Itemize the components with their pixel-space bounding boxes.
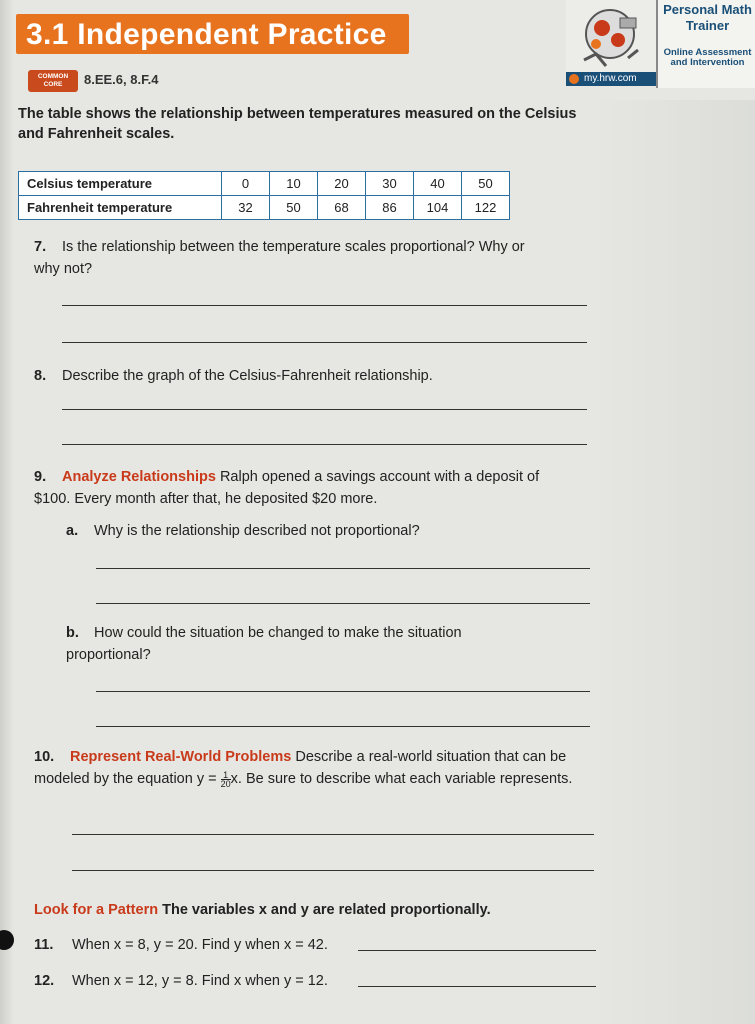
answer-line[interactable]	[72, 834, 594, 835]
question-number: 7.	[34, 239, 47, 255]
question-7	[34, 236, 534, 280]
pmt-title: Personal Math Trainer	[663, 2, 752, 33]
pmt-subtitle: Online Assessment and Intervention	[663, 47, 752, 68]
question-number: b.	[66, 625, 79, 641]
row-header: Fahrenheit temperature	[19, 196, 222, 220]
table-cell: 10	[270, 172, 318, 196]
page-title: 3.1 Independent Practice	[26, 18, 387, 51]
question-label: Represent Real-World Problems	[70, 749, 292, 765]
table-cell: 40	[414, 172, 462, 196]
question-10	[34, 746, 579, 790]
question-text: Is the relationship between the temperature scales proportional? Why or why not?	[34, 239, 525, 277]
fraction-denominator: 20	[220, 778, 231, 789]
fraction-numerator: 1	[221, 771, 231, 780]
hrw-logo-icon	[569, 74, 579, 84]
question-text: Describe the graph of the Celsius-Fahrenheit relationship.	[62, 368, 433, 384]
question-number: 11.	[34, 937, 54, 953]
answer-line[interactable]	[358, 986, 596, 987]
answer-line[interactable]	[62, 409, 587, 410]
pattern-heading	[34, 902, 491, 918]
table-cell: 104	[414, 196, 462, 220]
intro-text: The table shows the relationship between temperatures measured on the Celsius and Fahrenheit scales.	[18, 106, 577, 142]
table-cell: 0	[222, 172, 270, 196]
table-cell: 50	[462, 172, 510, 196]
answer-line[interactable]	[62, 444, 587, 445]
standards-label: 8.EE.6, 8.F.4	[84, 72, 159, 87]
answer-line[interactable]	[96, 691, 590, 692]
table-cell: 122	[462, 196, 510, 220]
table-cell: 32	[222, 196, 270, 220]
question-number: a.	[66, 523, 79, 539]
table-row	[19, 196, 510, 220]
section-title-bar	[16, 14, 409, 54]
question-number: 12.	[34, 973, 55, 989]
page-edge	[0, 0, 14, 1024]
question-number: 10.	[34, 749, 55, 765]
table-cell: 86	[366, 196, 414, 220]
personal-math-trainer-box	[656, 0, 755, 88]
website-url: my.hrw.com	[584, 73, 637, 84]
question-text: Ralph opened a savings account with a deposit of $100. Every month after that, he deposited $20 more.	[34, 469, 540, 507]
table-row	[19, 172, 510, 196]
answer-line[interactable]	[62, 305, 587, 306]
question-number: 9.	[34, 469, 47, 485]
question-11	[34, 934, 364, 956]
question-text: When x = 12, y = 8. Find x when y = 12.	[72, 973, 328, 989]
table-cell: 68	[318, 196, 366, 220]
row-header: Celsius temperature	[19, 172, 222, 196]
common-core-badge: COMMON CORE	[28, 70, 78, 92]
pattern-label: Look for a Pattern	[34, 902, 159, 918]
question-text: How could the situation be changed to make the situation proportional?	[66, 625, 462, 663]
fraction	[221, 771, 231, 788]
pattern-text: The variables x and y are related proportionally.	[162, 902, 491, 918]
temperature-table	[18, 171, 510, 220]
answer-line[interactable]	[96, 568, 590, 569]
question-text: Why is the relationship described not proportional?	[94, 523, 420, 539]
answer-line[interactable]	[358, 950, 596, 951]
question-text: Describe a real-world situation that can be modeled by the equation y =	[34, 749, 567, 787]
table-cell: 20	[318, 172, 366, 196]
answer-line[interactable]	[96, 603, 590, 604]
answer-line[interactable]	[96, 726, 590, 727]
website-link[interactable]	[566, 72, 656, 86]
question-9a	[66, 520, 546, 542]
answer-line[interactable]	[62, 342, 587, 343]
table-cell: 50	[270, 196, 318, 220]
question-number: 8.	[34, 368, 47, 384]
question-12	[34, 970, 364, 992]
question-text: When x = 8, y = 20. Find y when x = 42.	[72, 937, 328, 953]
math-trainer-mascot-icon	[566, 0, 656, 74]
page-shade	[590, 100, 755, 1024]
question-9b	[66, 622, 536, 666]
table-cell: 30	[366, 172, 414, 196]
answer-line[interactable]	[72, 870, 594, 871]
question-8	[34, 365, 554, 387]
question-label: Analyze Relationships	[62, 469, 216, 485]
question-text-continued: x. Be sure to describe what each variable represents.	[230, 771, 573, 787]
question-9	[34, 466, 554, 510]
